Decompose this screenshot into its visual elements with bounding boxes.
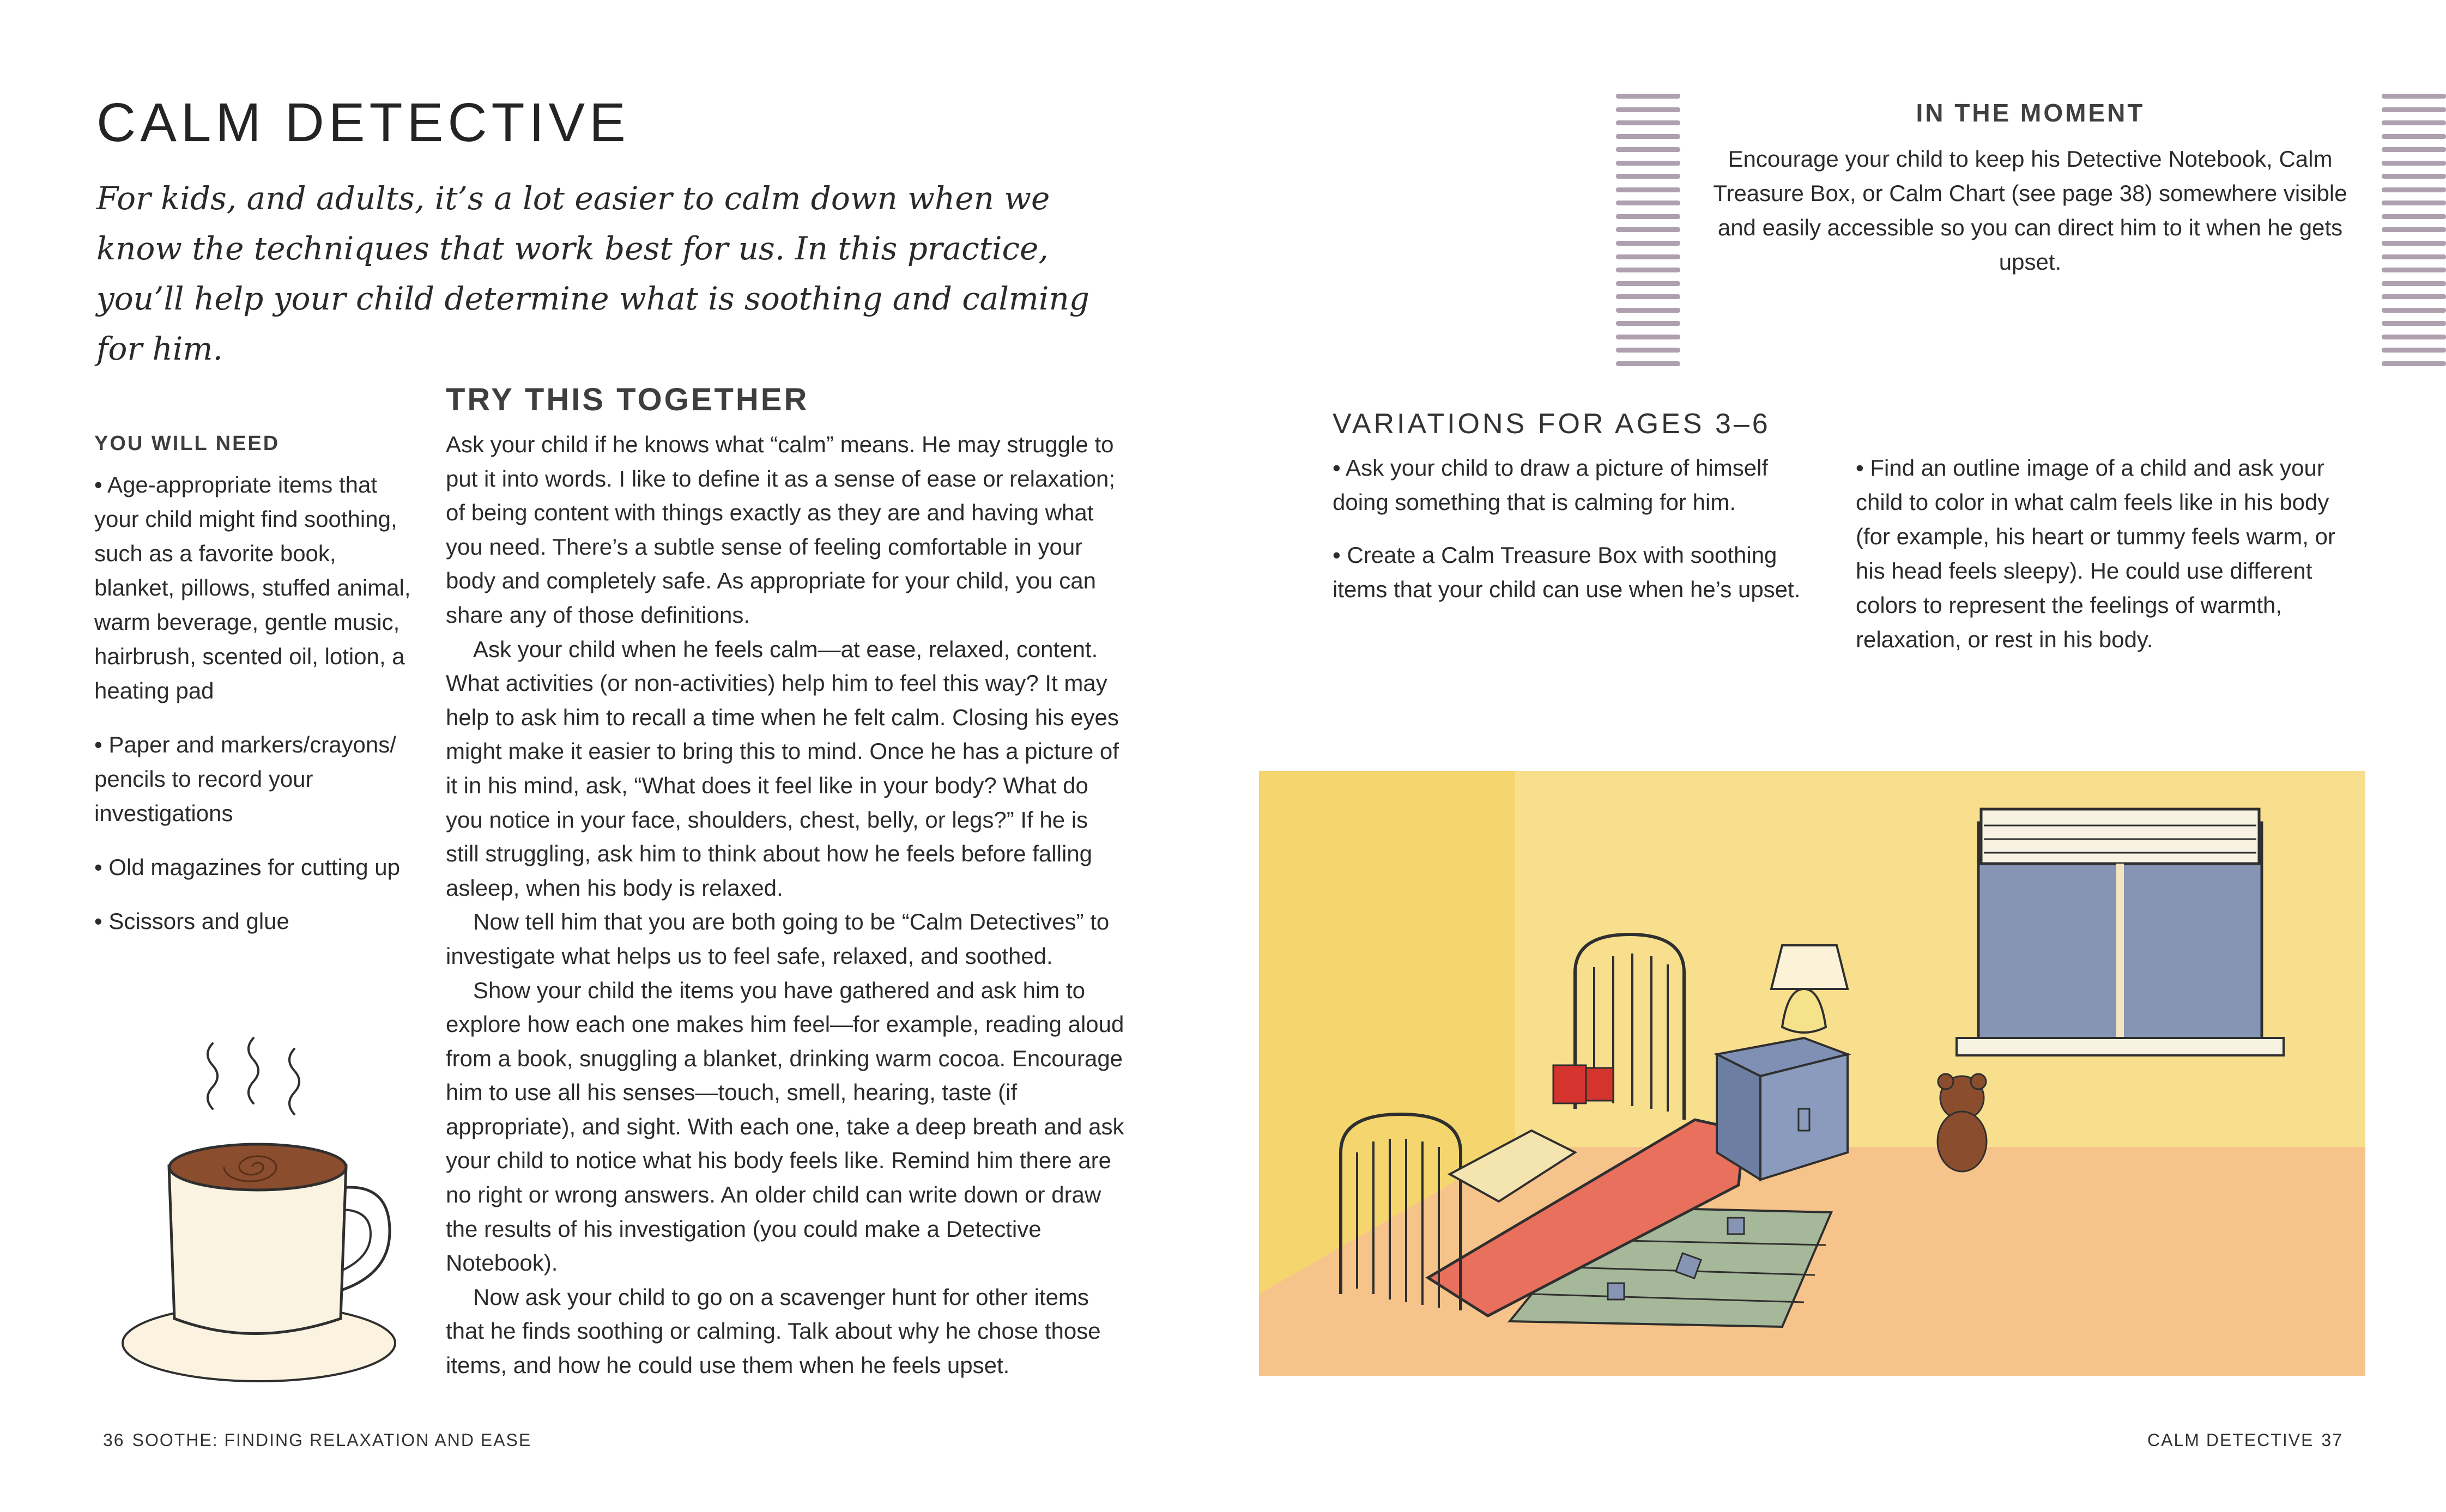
list-item: • Create a Calm Treasure Box with soothing items that your child can use when he’s upset.	[1333, 542, 1801, 602]
teddy-bear	[1938, 1074, 1987, 1171]
coffee	[169, 1144, 346, 1190]
you-will-need-list	[94, 467, 421, 958]
variations-column-2	[1856, 451, 2360, 657]
you-will-need-heading: YOU WILL NEED	[94, 432, 280, 455]
nightstand	[1717, 1038, 1848, 1180]
paragraph: Ask your child when he feels calm—at ease, relaxed, content. What activities (or non-activities) help him to feel this way? It may help to ask him to recall a time when he felt calm. Closing his eyes might make it easier to bring this to mind. Once he has a picture of it in his mind, ask, “What does it feel like in your body? What do you notice in your face, shoulders, chest, belly, or legs?” If he is still struggling, ask him to think about how he feels before falling asleep, when his body is relaxed.	[446, 636, 1119, 901]
footer-right	[2147, 1430, 2351, 1450]
list-item: • Scissors and glue	[94, 908, 289, 934]
paragraph: Show your child the items you have gathered and ask him to explore how each one makes him feel—for example, reading aloud from a book, snuggling a blanket, drinking warm cocoa. Encourage him to use all his senses—touch, smell, hearing, taste (if appropriate), and sight. With each one, take a deep breath and ask your child to notice what his body feels like. Remind him there are no right or wrong answers. An older child can write down or draw the results of his investigation (you could make a Detective Notebook).	[446, 977, 1124, 1276]
variations-column-1	[1333, 451, 1812, 625]
steam-line	[249, 1038, 258, 1103]
window	[1957, 809, 2284, 1055]
list-item: • Find an outline image of a child and ask your child to color in what calm feels like in his body (for example, his heart or tummy feels warm, or his head feels sleepy). He could use different colors to represent the feelings of warmth, relaxation, or rest in his body.	[1856, 455, 2335, 652]
list-item: • Paper and markers/crayons/ pencils to record your investigations	[94, 732, 396, 826]
paragraph: Now ask your child to go on a scavenger hunt for other items that he finds soothing or calming. Talk about why he chose those items, and how he could use them when he feels upset.	[446, 1284, 1101, 1379]
steam-line	[289, 1049, 299, 1114]
page-number: 36	[103, 1430, 125, 1450]
footer-section: CALM DETECTIVE	[2147, 1430, 2314, 1450]
try-this-together-heading: TRY THIS TOGETHER	[446, 382, 809, 417]
page-number: 37	[2321, 1430, 2343, 1450]
paragraph: Ask your child if he knows what “calm” means. He may struggle to put it into words. I like to define it as a sense of ease or relaxation; of being content with things exactly as they are and having what you need. There’s a subtle sense of feeling comfortable in your body and completely safe. As appropriate for your child, you can share any of those definitions.	[446, 432, 1116, 628]
in-the-moment-heading: IN THE MOMENT	[1916, 99, 2145, 127]
try-this-together-body	[446, 428, 1127, 1383]
list-item: • Old magazines for cutting up	[94, 854, 400, 880]
intro-text: For kids, and adults, it’s a lot easier to calm down when we know the techniques that work best for us. In this practice, you’ll help your child determine what is soothing and calming for him.	[96, 180, 1089, 367]
list-item: • Age-appropriate items that your child might find soothing, such as a favorite book, blanket, pillows, stuffed animal, warm beverage, gentle music, hairbrush, scented oil, lotion, a heating pad	[94, 472, 411, 703]
bedroom-illustration	[1259, 771, 2365, 1376]
page-title: CALM DETECTIVE	[96, 92, 630, 153]
decorative-stripes-right	[2382, 94, 2446, 366]
in-the-moment-body: Encourage your child to keep his Detective Notebook, Calm Treasure Box, or Calm Chart (see page 38) somewhere visible and easily accessible so you can direct him to it when he gets upset.	[1713, 146, 2347, 275]
paragraph: Now tell him that you are both going to be “Calm Detectives” to investigate what helps us to feel safe, relaxed, and soothed.	[446, 909, 1110, 969]
decorative-stripes-left	[1616, 94, 1680, 366]
footer-section: SOOTHE: FINDING RELAXATION AND EASE	[132, 1430, 532, 1450]
list-item: • Ask your child to draw a picture of himself doing something that is calming for him.	[1333, 455, 1769, 515]
footer-left	[95, 1430, 531, 1450]
variations-heading: VARIATIONS FOR AGES 3–6	[1333, 408, 1771, 440]
steam-line	[208, 1043, 217, 1109]
coffee-mug-illustration	[112, 1024, 406, 1395]
